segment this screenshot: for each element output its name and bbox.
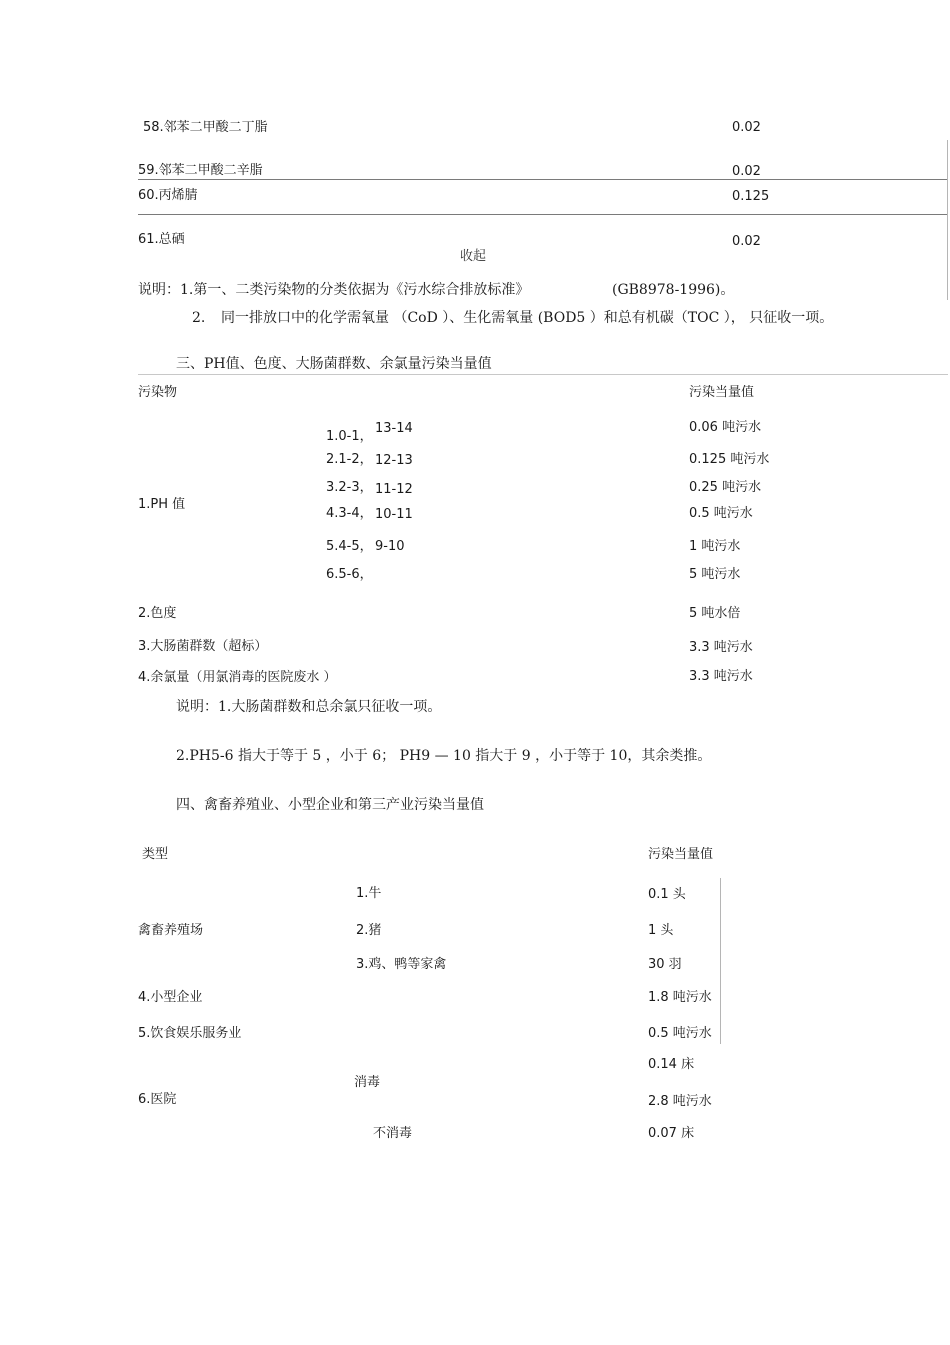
row-61-name: 61.总硒 [138,232,185,247]
catering-label: 5.饮食娱乐服务业 [138,1026,242,1041]
table-border-right [947,140,948,300]
livestock-poultry: 3.鸡、鸭等家禽 [356,957,447,972]
table-divider [138,179,948,180]
header-equivalent-value: 污染当量值 [648,847,714,862]
ph-range-high: 12-13 [375,453,413,468]
hospital-disinfect-water-value: 2.8 吨污水 [648,1094,712,1109]
collapse-link[interactable]: 收起 [460,249,487,264]
ph-range-value: 0.06 吨污水 [689,420,762,435]
hospital-no-disinfect-bed-value: 0.07 床 [648,1126,695,1141]
ph-label: 1.PH 值 [138,497,186,512]
ph-range-value: 0.125 吨污水 [689,452,770,467]
row-58-value: 0.02 [732,120,761,135]
hospital-label: 6.医院 [138,1092,177,1107]
hospital-disinfect-bed-value: 0.14 床 [648,1057,695,1072]
ph-range-low: 3.2-3， [326,480,373,495]
row-59-name: 59.邻苯二甲酸二辛脂 [138,163,263,178]
ph-range-low: 1.0-1， [326,429,373,444]
row-60-name: 60.丙烯腈 [138,188,198,203]
hospital-disinfect-label: 消毒 [354,1075,381,1090]
ph-range-value: 0.25 吨污水 [689,480,762,495]
section-4-heading: 四、禽畜养殖业、小型企业和第三产业污染当量值 [176,797,484,813]
livestock-cattle: 1.牛 [356,886,382,901]
chroma-value: 5 吨水倍 [689,606,741,621]
residual-chlorine-label: 4.余氯量（用氯消毒的医院废水 ） [138,670,337,685]
ph-range-high: 13-14 [375,421,413,436]
section-3-note-1: 说明：1.大肠菌群数和总余氯只征收一项。 [176,699,442,715]
ph-range-low: 5.4-5， [326,539,373,554]
section-3-heading: 三、PH值、色度、大肠菌群数、余氯量污染当量值 [176,356,492,372]
residual-chlorine-value: 3.3 吨污水 [689,669,753,684]
header-type: 类型 [142,847,169,862]
note-1-line2-number: 2. [192,310,206,326]
section-3-note-2: 2.PH5-6 指大于等于 5 ，小于 6； PH9 — 10 指大于 9 ，小于等于 10，其余类推。 [176,748,712,764]
coliform-label: 3.大肠菌群数（超标） [138,639,268,654]
ph-range-high: 11-12 [375,482,413,497]
ph-range-low: 2.1-2， [326,452,373,467]
livestock-pig: 2.猪 [356,923,382,938]
ph-range-value: 1 吨污水 [689,539,741,554]
livestock-poultry-value: 30 羽 [648,957,682,972]
small-enterprise-value: 1.8 吨污水 [648,990,712,1005]
table-divider [138,214,948,215]
ph-range-low: 6.5-6， [326,567,373,582]
section-3-divider [138,374,948,375]
hospital-no-disinfect-label: 不消毒 [373,1126,413,1141]
note-1-line2: 同一排放口中的化学需氧量 （CoD ）、生化需氧量 (BOD5 ）和总有机碳（TOC ）， 只征收一项。 [221,310,834,326]
ph-range-value: 5 吨污水 [689,567,741,582]
livestock-cattle-value: 0.1 头 [648,887,686,902]
row-60-value: 0.125 [732,189,770,204]
header-equivalent-value: 污染当量值 [689,385,755,400]
livestock-pig-value: 1 头 [648,923,674,938]
row-58-name: 58.邻苯二甲酸二丁脂 [143,120,268,135]
ph-range-high: 9-10 [375,539,405,554]
catering-value: 0.5 吨污水 [648,1026,712,1041]
small-enterprise-label: 4.小型企业 [138,990,203,1005]
header-pollutant: 污染物 [138,385,178,400]
ph-range-low: 4.3-4， [326,506,373,521]
row-59-value: 0.02 [732,164,761,179]
livestock-label: 禽畜养殖场 [138,923,204,938]
row-61-value: 0.02 [732,234,761,249]
note-1-standard: (GB8978-1996)。 [612,282,735,298]
table-border-right [720,878,721,1044]
chroma-label: 2.色度 [138,606,177,621]
ph-range-value: 0.5 吨污水 [689,506,753,521]
coliform-value: 3.3 吨污水 [689,640,753,655]
note-1-line1: 说明：1.第一、二类污染物的分类依据为《污水综合排放标准》 [138,282,530,298]
ph-range-high: 10-11 [375,507,413,522]
